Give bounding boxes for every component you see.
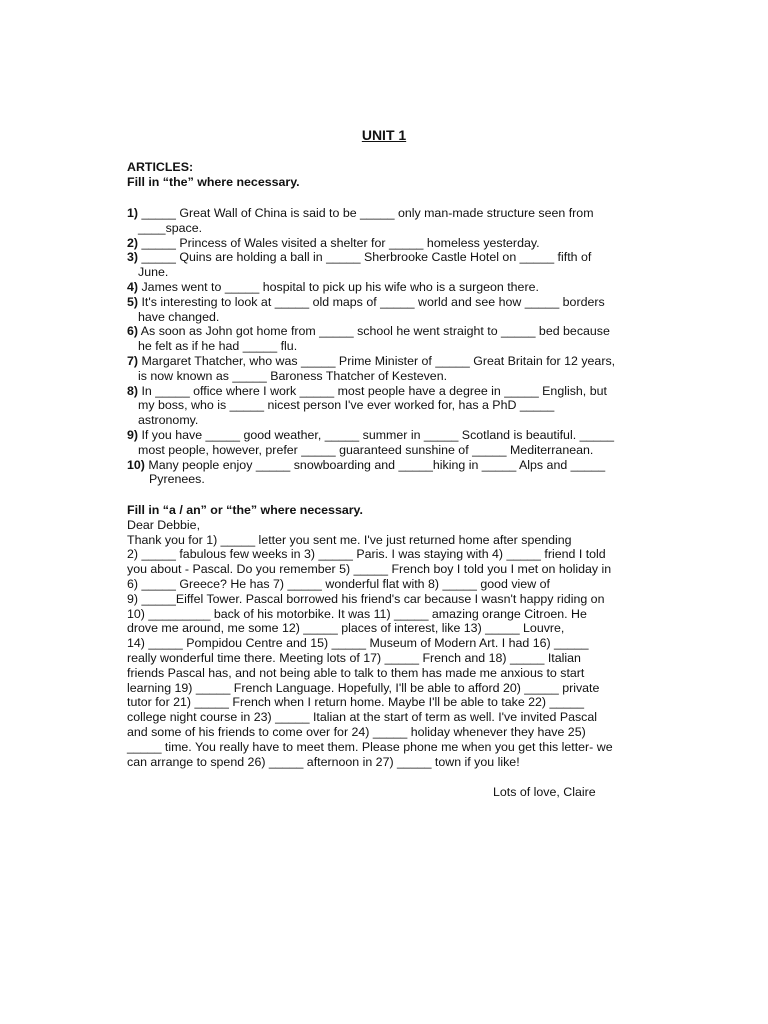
exercise-number: 5): [127, 294, 139, 309]
letter-line: can arrange to spend 26) _____ afternoon in 27) _____ town if you like!: [127, 754, 520, 769]
exercise-item: [127, 324, 647, 354]
exercise-text: It's interesting to look at _____ old maps of _____ world and see how _____ borders: [141, 294, 605, 309]
exercise-text: If you have _____ good weather, _____ summer in _____ Scotland is beautiful. _____: [141, 427, 615, 442]
exercise-text: most people, however, prefer _____ guaranteed sunshine of _____ Mediterranean.: [138, 442, 594, 457]
exercise-item: [127, 384, 647, 428]
letter-line: _____ time. You really have to meet them. Please phone me when you get this letter- we: [127, 739, 613, 754]
exercise-text: James went to _____ hospital to pick up his wife who is a surgeon there.: [141, 279, 539, 294]
letter-line: learning 19) _____ French Language. Hopefully, I'll be able to afford 20) _____ private: [127, 680, 600, 695]
section-instruction-2: Fill in “a / an” or “the” where necessary.: [127, 503, 363, 517]
letter-line: really wonderful time there. Meeting lots of 17) _____ French and 18) _____ Italian: [127, 650, 581, 665]
letter-line: tutor for 21) _____ French when I return home. Maybe I'll be able to take 22) _____: [127, 695, 584, 710]
exercise-number: 2): [127, 235, 139, 250]
letter-line: 9) _____Eiffel Tower. Pascal borrowed his friend's car because I wasn't happy riding on: [127, 591, 605, 606]
exercise-number: 7): [127, 353, 139, 368]
exercise-text: _____ Quins are holding a ball in _____ Sherbrooke Castle Hotel on _____ fifth of: [141, 250, 592, 265]
exercise-number: 9): [127, 427, 139, 442]
exercise-number: 10): [127, 457, 145, 472]
exercise-text: is now known as _____ Baroness Thatcher of Kesteven.: [138, 368, 448, 383]
letter-line: and some of his friends to come over for 24) _____ holiday whenever they have 25): [127, 724, 586, 739]
section-heading: ARTICLES:: [127, 160, 194, 174]
exercise-number: 1): [127, 206, 139, 220]
exercise-text: In _____ office where I work _____ most people have a degree in _____ English, but: [141, 383, 607, 398]
exercise-text: my boss, who is _____ nicest person I've ever worked for, has a PhD _____: [138, 398, 555, 413]
exercise-number: 6): [127, 324, 139, 339]
letter-line: college night course in 23) _____ Italian at the start of term as well. I've invited Pascal: [127, 710, 598, 725]
exercise-list: [127, 206, 647, 487]
exercise-item: [127, 354, 647, 384]
exercise-number: 3): [127, 250, 139, 265]
exercise-item: [127, 458, 647, 488]
exercise-text: have changed.: [138, 309, 220, 324]
exercise-text: _____ Princess of Wales visited a shelter for _____ homeless yesterday.: [141, 235, 540, 250]
letter-line: drove me around, me some 12) _____ places of interest, like 13) _____ Louvre,: [127, 621, 565, 636]
letter-signoff: Lots of love, Claire: [493, 785, 596, 799]
exercise-item: [127, 280, 647, 295]
exercise-item: [127, 295, 647, 325]
exercise-number: 8): [127, 383, 139, 398]
letter-line: you about - Pascal. Do you remember 5) _____ French boy I told you I met on holiday in: [127, 562, 612, 577]
exercise-number: 4): [127, 279, 139, 294]
exercise-item: [127, 250, 647, 280]
articles-section: [127, 160, 647, 190]
exercise-text: June.: [138, 265, 169, 280]
exercise-text: Margaret Thatcher, who was _____ Prime Minister of _____ Great Britain for 12 years,: [141, 353, 616, 368]
exercise-text: Many people enjoy _____ snowboarding and _____hiking in _____ Alps and _____: [148, 457, 606, 472]
letter-line: 10) _________ back of his motorbike. It was 11) _____ amazing orange Citroen. He: [127, 606, 587, 621]
letter-line: 6) _____ Greece? He has 7) _____ wonderful flat with 8) _____ good view of: [127, 576, 550, 591]
exercise-text: he felt as if he had _____ flu.: [138, 339, 298, 354]
letter-body: [127, 533, 647, 770]
exercise-text: astronomy.: [138, 413, 199, 428]
letter-section: [127, 503, 647, 769]
section-instruction: Fill in “the” where necessary.: [127, 174, 300, 189]
exercise-item: [127, 236, 647, 251]
exercise-text: Pyrenees.: [149, 472, 205, 487]
exercise-item: [127, 428, 647, 458]
letter-greeting: Dear Debbie,: [127, 517, 201, 532]
letter-line: 14) _____ Pompidou Centre and 15) _____ Museum of Modern Art. I had 16) _____: [127, 636, 589, 651]
letter-line: friends Pascal has, and not being able to talk to them has made me anxious to start: [127, 665, 585, 680]
exercise-text: ____space.: [138, 220, 203, 235]
exercise-text: As soon as John got home from _____ school he went straight to _____ bed because: [140, 324, 610, 339]
letter-line: 2) _____ fabulous few weeks in 3) _____ Paris. I was staying with 4) _____ friend I told: [127, 547, 606, 562]
page-title: UNIT 1: [361, 127, 407, 143]
letter-line: Thank you for 1) _____ letter you sent me. I've just returned home after spending: [127, 532, 572, 547]
exercise-text: _____ Great Wall of China is said to be _____ only man-made structure seen from: [141, 206, 594, 220]
exercise-item: [127, 206, 647, 236]
